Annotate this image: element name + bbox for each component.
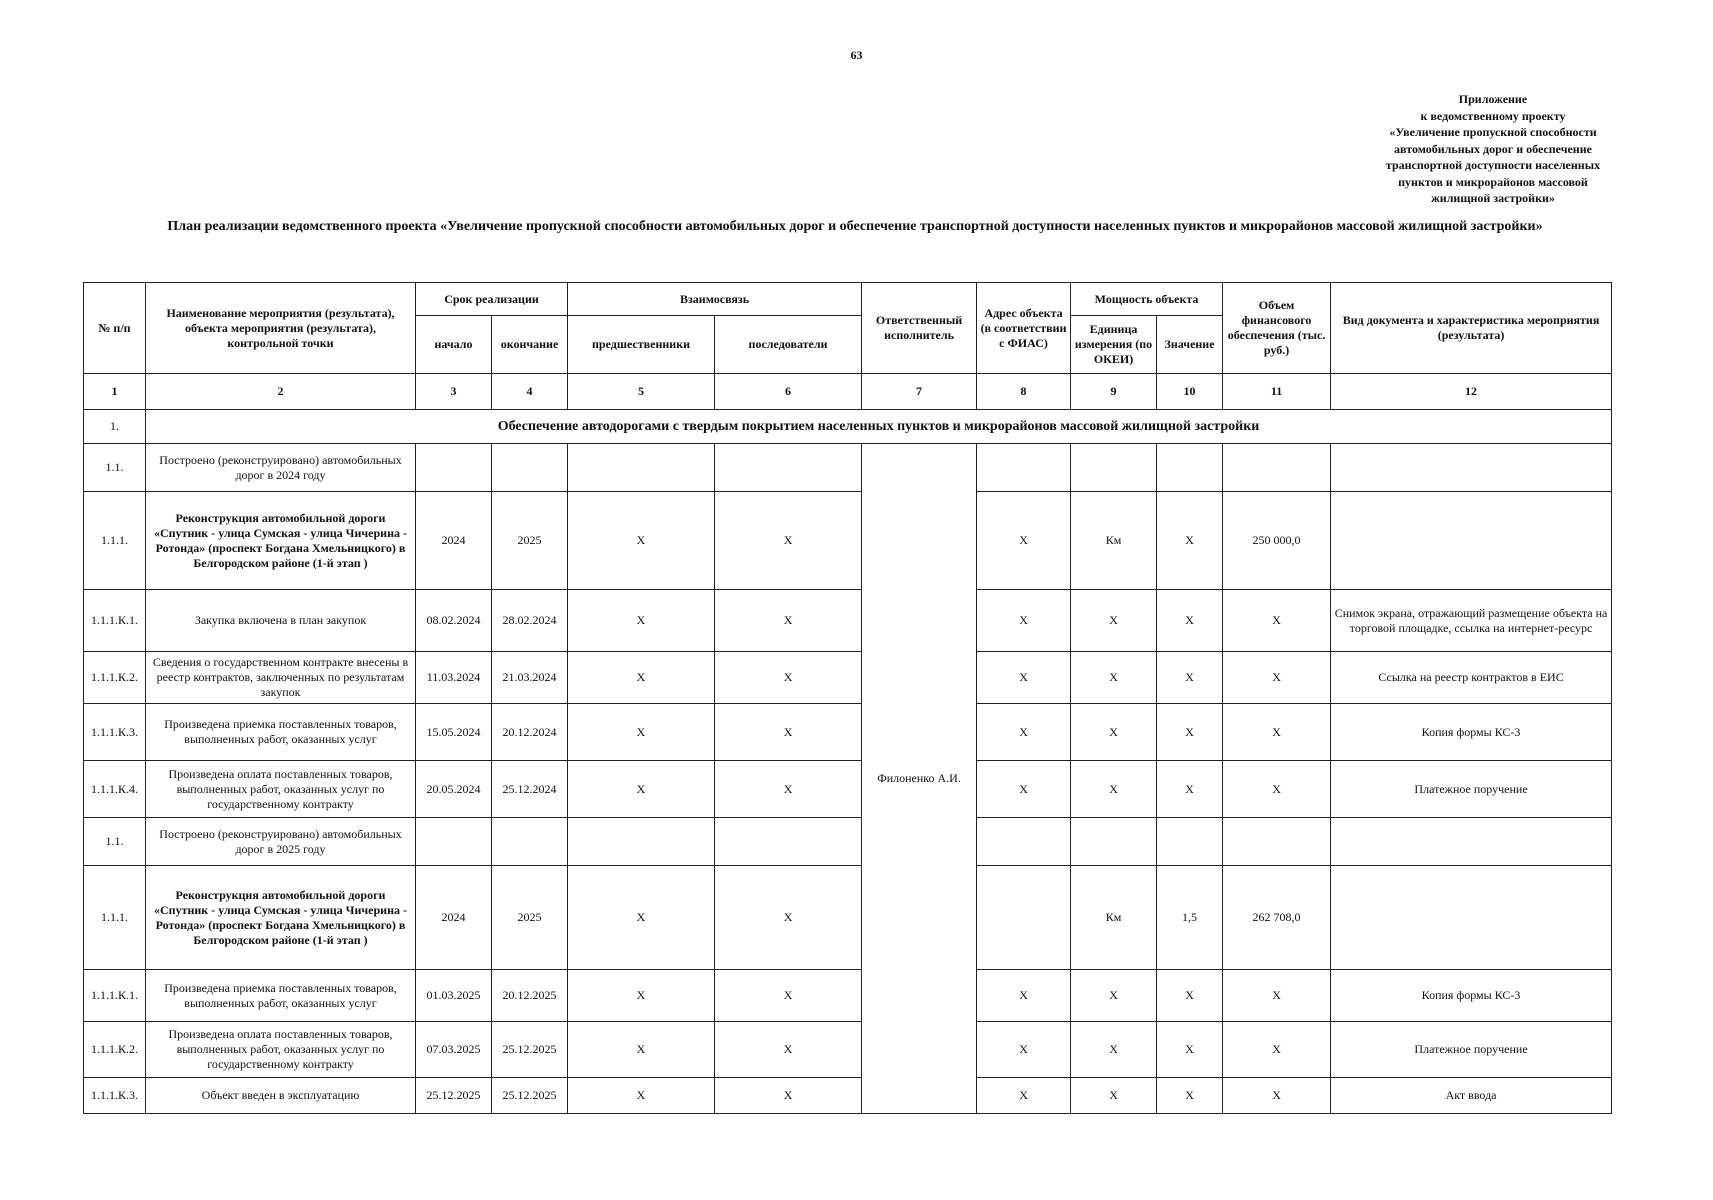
row-predecessors: X [568, 866, 715, 970]
header-responsible: Ответственный исполнитель [862, 283, 977, 374]
appendix-line: Приложение [1458, 92, 1528, 106]
row-unit: X [1071, 1078, 1157, 1114]
appendix-line: «Увеличение пропускной способности [1389, 125, 1597, 139]
row-name: Произведена приемка поставленных товаров, выполненных работ, оказанных услуг [146, 970, 416, 1022]
row-successors: X [715, 970, 862, 1022]
row-num: 1.1.1.К.2. [84, 1022, 146, 1078]
table-row [84, 818, 1612, 866]
row-value: X [1157, 761, 1223, 818]
row-start: 2024 [416, 492, 492, 590]
row-name: Объект введен в эксплуатацию [146, 1078, 416, 1114]
col-number: 11 [1223, 374, 1331, 410]
row-funding: X [1223, 590, 1331, 652]
appendix-line: жилищной застройки» [1431, 191, 1555, 205]
row-funding: X [1223, 970, 1331, 1022]
page-number: 63 [850, 48, 863, 62]
section-num: 1. [84, 410, 146, 444]
header-start: начало [416, 316, 492, 374]
row-funding: X [1223, 1022, 1331, 1078]
row-name: Реконструкция автомобильной дороги «Спутник - улица Сумская - улица Чичерина - Ротонда» (проспект Богдана Хмельницкого) в Белгородском районе (1-й этап ) [146, 866, 416, 970]
row-num: 1.1.1.К.3. [84, 704, 146, 761]
appendix-line: к ведомственному проекту [1420, 108, 1566, 123]
row-num: 1.1.1.К.1. [84, 970, 146, 1022]
row-end: 2025 [492, 866, 568, 970]
row-address: X [977, 1078, 1071, 1114]
row-value: X [1157, 1078, 1223, 1114]
row-start: 07.03.2025 [416, 1022, 492, 1078]
row-successors [715, 444, 862, 492]
col-number: 9 [1071, 374, 1157, 410]
row-start: 25.12.2025 [416, 1078, 492, 1114]
row-unit: X [1071, 704, 1157, 761]
section-title: Обеспечение автодорогами с твердым покрытием населенных пунктов и микрорайонов массовой жилищной застройки [146, 410, 1612, 444]
row-num: 1.1. [84, 818, 146, 866]
row-successors: X [715, 761, 862, 818]
section-row [84, 410, 1612, 444]
row-end: 20.12.2025 [492, 970, 568, 1022]
row-name: Реконструкция автомобильной дороги «Спутник - улица Сумская - улица Чичерина - Ротонда» (проспект Богдана Хмельницкого) в Белгородском районе (1-й этап ) [146, 492, 416, 590]
row-start: 11.03.2024 [416, 652, 492, 704]
header-successors: последователи [715, 316, 862, 374]
appendix-line: автомобильных дорог и обеспечение [1394, 141, 1592, 156]
col-number: 4 [492, 374, 568, 410]
row-unit: Км [1071, 492, 1157, 590]
row-unit [1071, 818, 1157, 866]
row-funding: X [1223, 652, 1331, 704]
row-successors: X [715, 652, 862, 704]
row-successors: X [715, 1078, 862, 1114]
row-successors [715, 818, 862, 866]
row-name: Произведена приемка поставленных товаров, выполненных работ, оказанных услуг [146, 704, 416, 761]
col-number: 1 [84, 374, 146, 410]
header-num: № п/п [84, 283, 146, 374]
appendix-line: пунктов и микрорайонов массовой [1398, 174, 1588, 189]
col-number: 10 [1157, 374, 1223, 410]
row-address: X [977, 761, 1071, 818]
row-value: X [1157, 704, 1223, 761]
row-successors: X [715, 704, 862, 761]
row-predecessors: X [568, 492, 715, 590]
row-address: X [977, 590, 1071, 652]
row-value [1157, 818, 1223, 866]
row-name: Произведена оплата поставленных товаров, выполненных работ, оказанных услуг по государственному контракту [146, 1022, 416, 1078]
row-successors: X [715, 590, 862, 652]
row-doc [1331, 444, 1612, 492]
row-predecessors: X [568, 704, 715, 761]
col-number: 8 [977, 374, 1071, 410]
col-number: 6 [715, 374, 862, 410]
row-value: X [1157, 1022, 1223, 1078]
row-value: X [1157, 590, 1223, 652]
table-row [84, 492, 1612, 590]
row-doc: Копия формы КС-3 [1331, 970, 1612, 1022]
row-num: 1.1.1.К.4. [84, 761, 146, 818]
header-funding: Объем финансового обеспечения (тыс. руб.) [1223, 283, 1331, 374]
row-doc: Снимок экрана, отражающий размещение объекта на торговой площадке, ссылка на интернет-ресурс [1331, 590, 1612, 652]
row-start: 15.05.2024 [416, 704, 492, 761]
row-doc [1331, 866, 1612, 970]
header-address: Адрес объекта (в соответствии с ФИАС) [977, 283, 1071, 374]
row-address: X [977, 652, 1071, 704]
row-address [977, 444, 1071, 492]
row-funding: X [1223, 761, 1331, 818]
row-predecessors: X [568, 761, 715, 818]
row-successors: X [715, 1022, 862, 1078]
row-doc [1331, 492, 1612, 590]
row-predecessors [568, 444, 715, 492]
row-predecessors: X [568, 590, 715, 652]
row-doc: Ссылка на реестр контрактов в ЕИС [1331, 652, 1612, 704]
header-unit: Единица измерения (по ОКЕИ) [1071, 316, 1157, 374]
row-predecessors: X [568, 1078, 715, 1114]
row-name: Построено (реконструировано) автомобильных дорог в 2025 году [146, 818, 416, 866]
row-name: Построено (реконструировано) автомобильных дорог в 2024 году [146, 444, 416, 492]
row-value: X [1157, 492, 1223, 590]
table-row [84, 704, 1612, 761]
col-number: 7 [862, 374, 977, 410]
row-end: 25.12.2024 [492, 761, 568, 818]
col-number: 3 [416, 374, 492, 410]
row-predecessors: X [568, 970, 715, 1022]
appendix-line: транспортной доступности населенных [1385, 158, 1601, 172]
row-predecessors [568, 818, 715, 866]
row-address [977, 866, 1071, 970]
row-funding: 262 708,0 [1223, 866, 1331, 970]
row-doc: Копия формы КС-3 [1331, 704, 1612, 761]
row-end: 2025 [492, 492, 568, 590]
header-period: Срок реализации [416, 283, 568, 316]
row-successors: X [715, 866, 862, 970]
row-unit: X [1071, 970, 1157, 1022]
row-end: 21.03.2024 [492, 652, 568, 704]
table-row [84, 1022, 1612, 1078]
row-unit [1071, 444, 1157, 492]
col-number: 5 [568, 374, 715, 410]
row-predecessors: X [568, 652, 715, 704]
row-end [492, 444, 568, 492]
row-doc [1331, 818, 1612, 866]
row-start: 2024 [416, 866, 492, 970]
row-unit: Км [1071, 866, 1157, 970]
row-num: 1.1.1.К.1. [84, 590, 146, 652]
header-value: Значение [1157, 316, 1223, 374]
table-row [84, 652, 1612, 704]
row-unit: X [1071, 761, 1157, 818]
col-number: 2 [146, 374, 416, 410]
table-row [84, 444, 1612, 492]
row-end: 25.12.2025 [492, 1022, 568, 1078]
row-name: Сведения о государственном контракте внесены в реестр контрактов, заключенных по результатам закупок [146, 652, 416, 704]
row-name: Произведена оплата поставленных товаров, выполненных работ, оказанных услуг по государственному контракту [146, 761, 416, 818]
header-doc: Вид документа и характеристика мероприятия (результата) [1331, 283, 1612, 374]
responsible-person: Филоненко А.И. [862, 444, 977, 1114]
row-end: 25.12.2025 [492, 1078, 568, 1114]
row-value [1157, 444, 1223, 492]
row-address: X [977, 1022, 1071, 1078]
row-funding [1223, 818, 1331, 866]
row-num: 1.1.1. [84, 492, 146, 590]
row-unit: X [1071, 590, 1157, 652]
row-start: 01.03.2025 [416, 970, 492, 1022]
row-unit: X [1071, 1022, 1157, 1078]
table-row [84, 866, 1612, 970]
table-row [84, 761, 1612, 818]
row-funding: X [1223, 704, 1331, 761]
row-funding: 250 000,0 [1223, 492, 1331, 590]
table-row [84, 590, 1612, 652]
row-num: 1.1.1. [84, 866, 146, 970]
col-number: 12 [1331, 374, 1612, 410]
row-start [416, 818, 492, 866]
plan-table [83, 282, 1612, 1114]
table-row [84, 1078, 1612, 1114]
row-doc: Платежное поручение [1331, 761, 1612, 818]
row-value: X [1157, 970, 1223, 1022]
row-end: 20.12.2024 [492, 704, 568, 761]
row-end [492, 818, 568, 866]
table-row [84, 970, 1612, 1022]
header-capacity: Мощность объекта [1071, 283, 1223, 316]
row-successors: X [715, 492, 862, 590]
row-address [977, 818, 1071, 866]
header-relation: Взаимосвязь [568, 283, 862, 316]
row-name: Закупка включена в план закупок [146, 590, 416, 652]
row-funding: X [1223, 1078, 1331, 1114]
row-end: 28.02.2024 [492, 590, 568, 652]
row-start [416, 444, 492, 492]
row-start: 20.05.2024 [416, 761, 492, 818]
row-doc: Акт ввода [1331, 1078, 1612, 1114]
row-address: X [977, 970, 1071, 1022]
row-predecessors: X [568, 1022, 715, 1078]
header-end: окончание [492, 316, 568, 374]
row-address: X [977, 704, 1071, 761]
row-funding [1223, 444, 1331, 492]
row-start: 08.02.2024 [416, 590, 492, 652]
row-value: X [1157, 652, 1223, 704]
row-address: X [977, 492, 1071, 590]
row-num: 1.1. [84, 444, 146, 492]
row-num: 1.1.1.К.3. [84, 1078, 146, 1114]
appendix-note [1318, 91, 1668, 207]
row-value: 1,5 [1157, 866, 1223, 970]
row-unit: X [1071, 652, 1157, 704]
row-num: 1.1.1.К.2. [84, 652, 146, 704]
header-name: Наименование мероприятия (результата), объекта мероприятия (результата), контрольной точки [146, 283, 416, 374]
row-doc: Платежное поручение [1331, 1022, 1612, 1078]
header-predecessors: предшественники [568, 316, 715, 374]
document-title: План реализации ведомственного проекта «Увеличение пропускной способности автомобильных дорог и обеспечение транспортной доступности населенных пунктов и микрорайонов массовой жилищной застройки» [167, 219, 1543, 234]
